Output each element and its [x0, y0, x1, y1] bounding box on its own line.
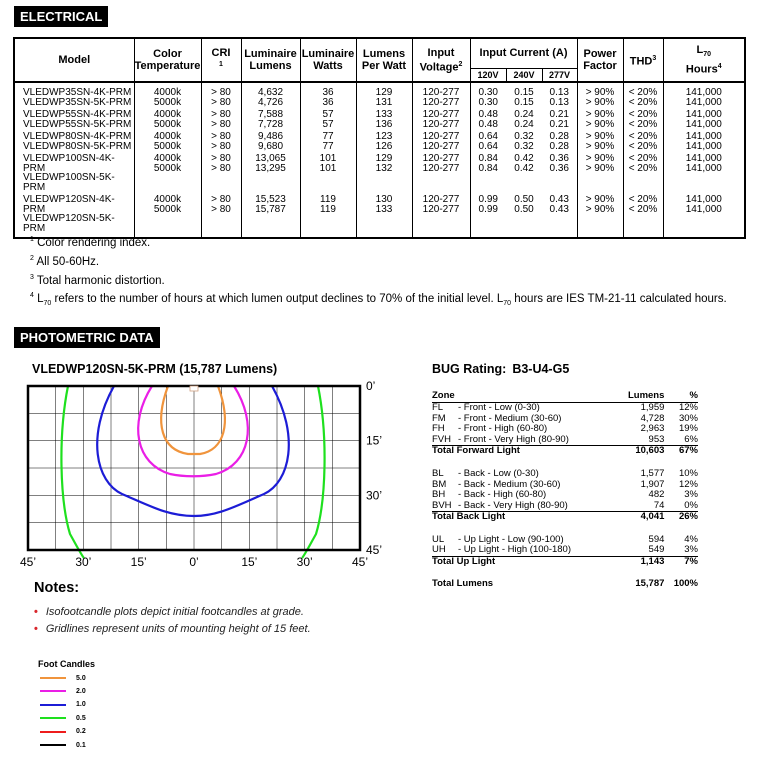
legend-value: 2.0 [76, 687, 86, 695]
cell-voltage: 120-277 120-277 [412, 129, 470, 151]
legend-value: 0.2 [76, 728, 86, 736]
notes-list [34, 604, 311, 638]
bug-zone-row [432, 435, 698, 446]
bug-spacer-row [432, 522, 698, 534]
y-tick-label: 45’ [366, 543, 383, 557]
cell-pf: > 90% > 90% [577, 192, 623, 238]
legend-item [40, 726, 86, 738]
cell-lpw: 129 131 [356, 82, 412, 107]
electrical-table [13, 37, 746, 239]
x-tick-label: 30’ [296, 555, 313, 569]
zone-code: UH [432, 544, 446, 556]
grand-total-pct: 100% [673, 578, 698, 590]
header-power-factor: Power Factor [577, 38, 623, 82]
total-pct: 26% [664, 512, 698, 523]
legend-title: Foot Candles [38, 659, 96, 669]
cell-thd: < 20% < 20% [623, 107, 663, 129]
legend-swatch [40, 731, 66, 733]
cell-a277: 0.21 0.21 [542, 107, 577, 129]
zone-pct: 10% [678, 467, 698, 479]
zone-lumens: 1,577 [640, 467, 665, 479]
cell-thd: < 20% < 20% [623, 82, 663, 107]
pct-header: % [664, 391, 698, 403]
footnote-4: $^4$ $L_{70}$ refers to the number of hours at which lumen output declines to 70% of the initial level. $L_{70}$ hours are IES TM-21-11 calculated hours. [30, 292, 727, 308]
footnote-3: $^3$ Total harmonic distortion. [30, 273, 165, 287]
cell-watts: 57 57 [300, 107, 356, 129]
bug-total-row [432, 512, 698, 523]
cell-a277: 0.43 0.43 [542, 192, 577, 238]
zone-lumens: 594 [648, 533, 665, 545]
cell-thd: < 20% < 20% [623, 151, 663, 192]
cell-cct: 4000k 5000k [134, 151, 201, 192]
cell-watts: 77 77 [300, 129, 356, 151]
cell-cct: 4000k 5000k [134, 107, 201, 129]
zone-code: BL [432, 467, 444, 479]
total-lumens: 10,603 [614, 446, 664, 457]
isoline-5.0 [161, 386, 225, 454]
legend-value: 0.5 [76, 714, 86, 722]
cell-a240: 0.32 0.32 [514, 131, 534, 152]
zone-code: BVH [432, 500, 452, 512]
header-watts: Luminaire Watts [300, 38, 356, 82]
zone-code: FH [432, 423, 445, 435]
x-tick-label: 15’ [241, 555, 258, 569]
cell-a277: 0.36 0.36 [542, 151, 577, 192]
zone-code: FM [432, 412, 446, 424]
zone-lumens: 1,959 [640, 402, 665, 414]
legend-value: 1.0 [76, 701, 86, 709]
zone-lumens: 549 [648, 544, 665, 556]
zone-lumens: 4,728 [640, 412, 665, 424]
cell-watts: 36 36 [300, 82, 356, 107]
header-120v: 120V [470, 68, 506, 82]
zone-desc: - Front - High (60-80) [458, 423, 548, 435]
isoline-1.0 [97, 386, 289, 516]
cell-a120: 0.30 0.30 [470, 82, 506, 107]
cell-voltage: 120-277 120-277 [412, 107, 470, 129]
cell-watts: 119 119 [300, 192, 356, 238]
spacer [432, 567, 698, 579]
isofootcandle-chart-title: VLEDWP120SN-5K-PRM (15,787 Lumens) [32, 362, 278, 376]
cell-lumens: 9,486 9,680 [241, 129, 300, 151]
bug-zone-row [432, 413, 698, 424]
x-tick-label: 0’ [189, 555, 199, 569]
zone-lumens: 1,907 [640, 478, 665, 490]
cell-cri: > 80 > 80 [201, 82, 241, 107]
footnote-2: $^2$ All 50-60Hz. [30, 254, 100, 268]
x-tick-label: 45’ [20, 555, 37, 569]
cell-a240: 0.15 0.15 [514, 87, 534, 108]
table-row [14, 107, 745, 129]
zone-lumens: 482 [648, 489, 665, 501]
header-240v: 240V [506, 68, 542, 82]
zone-pct: 3% [684, 544, 698, 556]
cell-pf: > 90% > 90% [577, 151, 623, 192]
zone-desc: - Back - High (60-80) [458, 489, 547, 501]
zone-pct: 6% [684, 434, 698, 446]
cell-cct: 4000k 5000k [134, 192, 201, 238]
bug-header-row [432, 391, 698, 403]
cell-model: VLEDWP100SN-4K-PRM VLEDWP100SN-5K-PRM [14, 151, 134, 192]
cell-a240: 0.42 0.42 [514, 153, 534, 174]
cell-cri: > 80 > 80 [201, 192, 241, 238]
plot-x-ticks [20, 555, 368, 569]
legend-item [40, 739, 86, 751]
cell-voltage: 120-277 120-277 [412, 192, 470, 238]
total-pct: 7% [664, 556, 698, 567]
x-tick-label: 30’ [75, 555, 92, 569]
legend-swatch [40, 690, 66, 692]
cell-a277: 0.28 0.28 [542, 129, 577, 151]
electrical-footnotes [30, 232, 727, 313]
legend-swatch [40, 744, 66, 746]
isofootcandle-curves [61, 386, 324, 558]
zone-pct: 4% [684, 533, 698, 545]
zone-header: Zone [432, 391, 614, 403]
bug-rating-value: B3-U4-G5 [512, 362, 570, 376]
legend-item [40, 712, 86, 724]
cell-lpw: 133 136 [356, 107, 412, 129]
cell-model: VLEDWP120SN-4K-PRM VLEDWP120SN-5K-PRM [14, 192, 134, 238]
bug-zone-row [432, 545, 698, 556]
zone-desc: - Back - Very High (80-90) [458, 500, 568, 512]
zone-pct: 3% [684, 489, 698, 501]
y-tick-label: 0’ [366, 379, 376, 393]
cell-cri: > 80 > 80 [201, 129, 241, 151]
notes-title: Notes: [34, 580, 80, 596]
cell-a120: 0.84 0.84 [470, 151, 506, 192]
cell-cct: 4000k 5000k [134, 129, 201, 151]
cell-voltage: 120-277 120-277 [412, 151, 470, 192]
zone-code: FL [432, 402, 444, 414]
cell-hours: 141,000 141,000 [663, 82, 745, 107]
bug-zone-row [432, 501, 698, 512]
legend-swatch [40, 677, 66, 679]
cell-hours: 141,000 141,000 [663, 129, 745, 151]
cell-a277: 0.13 0.13 [542, 82, 577, 107]
legend-item [40, 685, 86, 697]
cell-voltage: 120-277 120-277 [412, 82, 470, 107]
zone-desc: - Front - Very High (80-90) [458, 434, 569, 446]
header-input-current: Input Current (A) [470, 38, 577, 68]
bug-total-row [432, 446, 698, 457]
cell-lpw: 123 126 [356, 129, 412, 151]
cell-model: VLEDWP55SN-4K-PRM VLEDWP55SN-5K-PRM [14, 107, 134, 129]
fixture-marker [190, 386, 198, 391]
zone-desc: - Front - Low (0-30) [458, 402, 540, 414]
bug-spacer-row [432, 456, 698, 468]
bug-zone-row [432, 403, 698, 414]
bug-rating-title: BUG Rating: B3-U4-G5 [432, 362, 570, 376]
legend-swatch [40, 717, 66, 719]
note-item: • Isofootcandle plots depict initial footcandles at grade. [34, 604, 311, 621]
cell-hours: 141,000 141,000 [663, 151, 745, 192]
cell-a240: 0.24 0.24 [514, 109, 534, 130]
cell-a240: 0.50 0.50 [514, 194, 534, 215]
cell-lpw: 130 133 [356, 192, 412, 238]
bug-spacer-row [432, 567, 698, 579]
total-label: Total Back Light [432, 512, 614, 523]
cell-pf: > 90% > 90% [577, 82, 623, 107]
spacer [432, 522, 698, 534]
grand-total-lumens: 15,787 [635, 578, 665, 590]
x-tick-label: 45’ [351, 555, 369, 569]
zone-lumens: 953 [648, 434, 665, 446]
zone-desc: - Front - Medium (30-60) [458, 412, 562, 424]
cell-lumens: 13,065 13,295 [241, 151, 300, 192]
table-row [14, 82, 745, 107]
isofootcandle-plot [20, 376, 392, 572]
zone-code: FVH [432, 434, 451, 446]
cell-cri: > 80 > 80 [201, 107, 241, 129]
table-row [14, 129, 745, 151]
y-tick-label: 30’ [366, 488, 383, 503]
header-thd: THD$^3$ [623, 38, 663, 82]
cell-lumens: 4,632 4,726 [241, 82, 300, 107]
zone-code: UL [432, 533, 445, 545]
cell-lumens: 7,588 7,728 [241, 107, 300, 129]
total-lumens: 4,041 [614, 512, 664, 523]
zone-lumens: 2,963 [640, 423, 665, 435]
zone-code: BH [432, 489, 446, 501]
footnote-1: $^1$ Color rendering index. [30, 236, 151, 249]
note-item: • Gridlines represent units of mounting height of 15 feet. [34, 621, 311, 638]
isoline-0.5-right [302, 386, 325, 558]
legend-value: 5.0 [76, 674, 86, 682]
zone-pct: 19% [678, 423, 698, 435]
cell-lpw: 129 132 [356, 151, 412, 192]
cell-pf: > 90% > 90% [577, 129, 623, 151]
total-lumens: 1,143 [614, 556, 664, 567]
header-voltage: Input Voltage$^2$ [412, 38, 470, 82]
zone-code: BM [432, 478, 447, 490]
zone-desc: - Back - Low (0-30) [458, 467, 539, 479]
header-277v: 277V [542, 68, 577, 82]
zone-pct: 12% [678, 478, 698, 490]
zone-desc: - Back - Medium (30-60) [458, 478, 561, 490]
cell-lumens: 15,523 15,787 [241, 192, 300, 238]
cell-thd: < 20% < 20% [623, 192, 663, 238]
bug-grand-total-row [432, 579, 698, 590]
bug-rating-table [432, 391, 698, 590]
isoline-0.5 [61, 386, 84, 558]
cell-cct: 4000k 5000k [134, 82, 201, 107]
zone-desc: - Up Light - High (100-180) [458, 544, 571, 556]
cell-model: VLEDWP35SN-4K-PRM VLEDWP35SN-5K-PRM [14, 82, 134, 107]
spacer [432, 456, 698, 468]
cell-a120: 0.99 0.99 [470, 192, 506, 238]
cell-a120: 0.64 0.64 [470, 129, 506, 151]
isoline-2.0 [138, 386, 248, 476]
cell-thd: < 20% < 20% [623, 129, 663, 151]
lumens-header: Lumens [614, 391, 664, 403]
cell-cri: > 80 > 80 [201, 151, 241, 192]
y-tick-label: 15’ [366, 433, 383, 448]
bug-zone-row [432, 468, 698, 479]
x-tick-label: 15’ [130, 555, 147, 569]
cell-a120: 0.48 0.48 [470, 107, 506, 129]
legend-item [40, 699, 86, 711]
cell-model: VLEDWP80SN-4K-PRM VLEDWP80SN-5K-PRM [14, 129, 134, 151]
header-l70-hours: $L_{70}$ Hours$^4$ [663, 38, 745, 82]
header-lumens: Luminaire Lumens [241, 38, 300, 82]
cell-hours: 141,000 141,000 [663, 192, 745, 238]
electrical-section-label: ELECTRICAL [14, 6, 108, 27]
total-label: Total Forward Light [432, 446, 614, 457]
total-pct: 67% [664, 446, 698, 457]
bug-total-row [432, 556, 698, 567]
header-model: Model [14, 38, 134, 82]
legend-swatch [40, 704, 66, 706]
zone-pct: 30% [678, 412, 698, 424]
bug-zone-row [432, 479, 698, 490]
legend-value: 0.1 [76, 741, 86, 749]
plot-gridlines [28, 386, 360, 550]
photometric-section-label: PHOTOMETRIC DATA [14, 327, 160, 348]
zone-lumens: 74 [653, 500, 665, 512]
cell-pf: > 90% > 90% [577, 107, 623, 129]
legend-item [40, 672, 86, 684]
zone-pct: 12% [678, 402, 698, 414]
plot-y-ticks [366, 379, 382, 557]
cell-watts: 101 101 [300, 151, 356, 192]
total-label: Total Up Light [432, 556, 614, 567]
zone-desc: - Up Light - Low (90-100) [458, 533, 564, 545]
zone-pct: 0% [684, 500, 698, 512]
header-cri: CRI $^1$ [201, 38, 241, 82]
grand-total-label: Total Lumens [432, 578, 494, 590]
header-lpw: Lumens Per Watt [356, 38, 412, 82]
header-color-temperature: Color Temperature [134, 38, 201, 82]
table-row [14, 151, 745, 192]
cell-hours: 141,000 141,000 [663, 107, 745, 129]
